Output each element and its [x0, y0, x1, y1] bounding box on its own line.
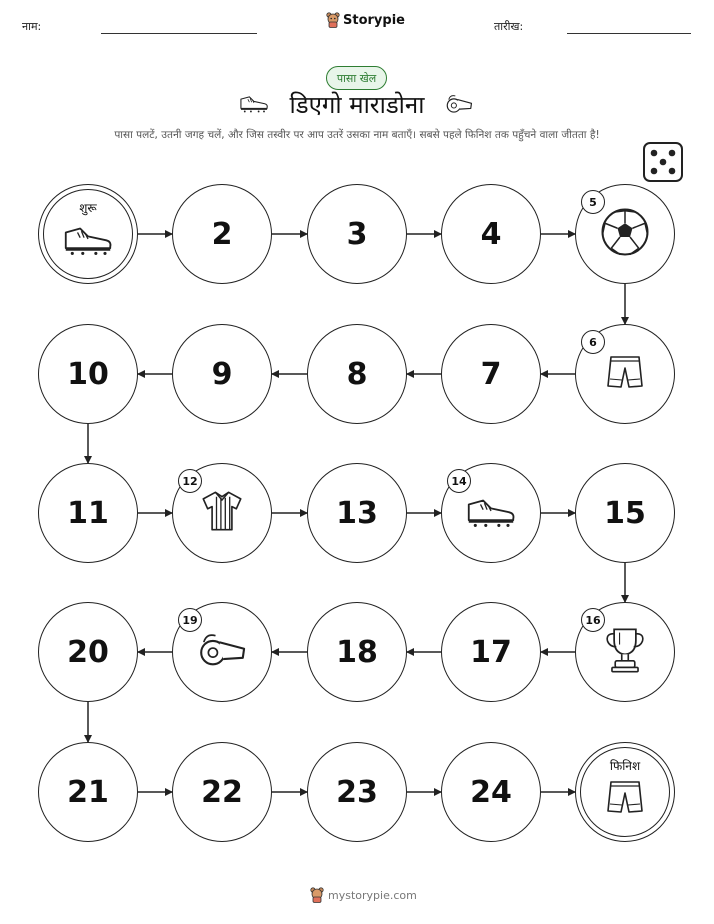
start-label: शुरू: [79, 201, 97, 215]
space-number: 4: [480, 216, 502, 252]
board-space-10: [38, 324, 138, 424]
brand-name: Storypie: [343, 12, 405, 28]
space-number: 11: [67, 495, 109, 531]
football-icon: [600, 207, 650, 261]
board-space-6: [575, 324, 675, 424]
space-number-badge: 16: [581, 608, 605, 632]
footer-site: mystorypie.com: [328, 888, 417, 902]
board-space-19: [172, 602, 272, 702]
space-number: 20: [67, 634, 109, 670]
board-space-9: [172, 324, 272, 424]
space-number: 10: [67, 356, 109, 392]
space-number-badge: 12: [178, 469, 202, 493]
space-number-badge: 5: [581, 190, 605, 214]
boot-icon: [463, 494, 519, 532]
space-number: 22: [201, 774, 243, 810]
shorts-icon: [605, 777, 645, 821]
space-number: 15: [604, 495, 646, 531]
name-label: नाम:: [22, 20, 42, 33]
space-number: 24: [470, 774, 512, 810]
board-space-20: [38, 602, 138, 702]
space-number: 23: [336, 774, 378, 810]
trophy-icon: [603, 625, 647, 679]
board-space-8: [307, 324, 407, 424]
space-number: 3: [346, 216, 368, 252]
board-space-17: [441, 602, 541, 702]
board-space-4: [441, 184, 541, 284]
space-number: 7: [480, 356, 502, 392]
board-space-11: [38, 463, 138, 563]
boot-icon: [60, 222, 116, 260]
board-space-5: [575, 184, 675, 284]
shorts-icon: [605, 352, 645, 396]
board-space-2: [172, 184, 272, 284]
space-number-badge: 6: [581, 330, 605, 354]
date-label: तारीख:: [494, 20, 524, 33]
space-number: 13: [336, 495, 378, 531]
start-space: [38, 184, 138, 284]
board-space-7: [441, 324, 541, 424]
board-space-16: [575, 602, 675, 702]
space-number: 8: [346, 356, 368, 392]
finish-space: [575, 742, 675, 842]
board-space-13: [307, 463, 407, 563]
bear-mascot-icon: [310, 887, 324, 903]
space-number: 9: [211, 356, 233, 392]
board-space-3: [307, 184, 407, 284]
instructions-text: पासा पलटें, उतनी जगह चलें, और जिस तस्वीर पर आप उतरें उसका नाम बताएँ। सबसे पहले फिनिश तक पहुँचने वाला जीतता है!: [114, 129, 600, 141]
space-number: 18: [336, 634, 378, 670]
space-number: 17: [470, 634, 512, 670]
board-space-24: [441, 742, 541, 842]
space-number: 21: [67, 774, 109, 810]
board-space-18: [307, 602, 407, 702]
board-space-22: [172, 742, 272, 842]
board-space-15: [575, 463, 675, 563]
board-space-21: [38, 742, 138, 842]
finish-label: फिनिश: [609, 759, 641, 773]
whistle-icon: [196, 630, 248, 674]
page-title: डिएगो माराडोना: [289, 91, 425, 119]
footer: [310, 887, 417, 903]
game-type-badge: पासा खेल: [326, 66, 387, 90]
board-space-23: [307, 742, 407, 842]
space-number-badge: 19: [178, 608, 202, 632]
board-space-14: [441, 463, 541, 563]
jersey-icon: [200, 489, 244, 537]
board-space-12: [172, 463, 272, 563]
space-number-badge: 14: [447, 469, 471, 493]
space-number: 2: [211, 216, 233, 252]
